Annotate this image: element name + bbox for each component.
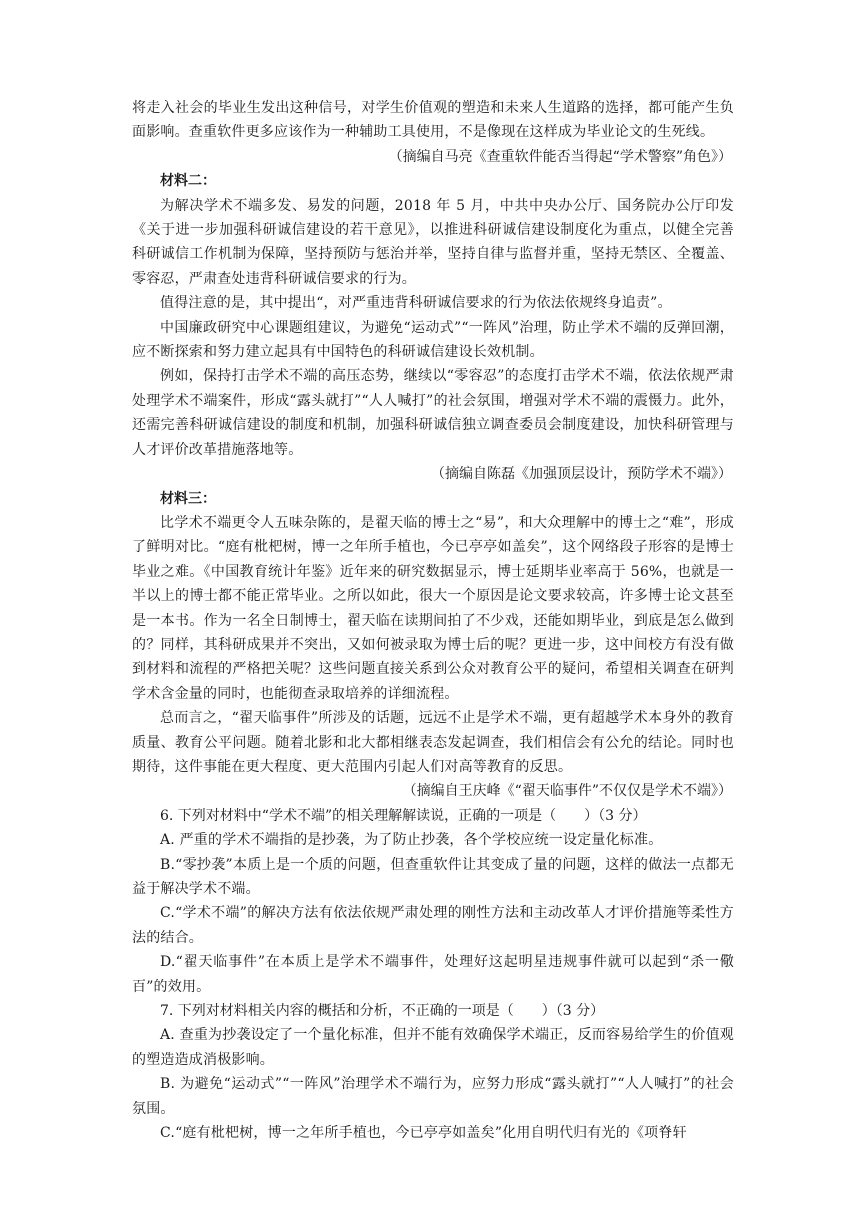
question-6-option-c: C.“学术不端”的解决方法有依法依规严肃处理的刚性方法和主动改革人才评价措施等柔性方法的结合。 [132, 905, 734, 946]
question-7-stem: 7. 下列对材料相关内容的概括和分析，不正确的一项是（ ）（3 分） [160, 1003, 605, 1020]
material-three-heading: 材料三： [160, 490, 216, 507]
material-two-heading: 材料二： [160, 173, 216, 190]
question-7-option-c: C.“庭有枇杷树，博一之年所手植也，今已亭亭如盖矣”化用自明代归有光的《项脊轩 [160, 1125, 687, 1142]
material-two-paragraph: 中国廉政研究中心课题组建议，为避免“运动式”“一阵风”治理，防止学术不端的反弹回潮，应不断探索和努力建立起具有中国特色的科研诚信建设长效机制。 [132, 319, 734, 361]
material-one-tail: 将走入社会的毕业生发出这种信号，对学生价值观的塑造和未来人生道路的选择，都可能产生负面影响。查重软件更多应该作为一种辅助工具使用，不是像现在这样成为毕业论文的生死线。 [132, 100, 734, 141]
question-6-option-b: B.“零抄袭”本质上是一个质的问题，但查重软件让其变成了量的问题，这样的做法一点都无益于解决学术不端。 [132, 856, 734, 897]
question-7-option-b: B. 为避免“运动式”“一阵风”治理学术不端行为，应努力形成“露头就打”“人人喊打”的社会氛围。 [132, 1076, 734, 1117]
material-three-paragraph: 比学术不端更令人五味杂陈的，是翟天临的博士之“易”，和大众理解中的博士之“难”，形成了鲜明对比。“庭有枇杷树，博一之年所手植也，今已亭亭如盖矣”，这个网络段子形容的是博士毕业之难。《中国教育统计年鉴》近年来的研究数据显示，博士延期毕业率高于 56%，也就是一半以上的博士都不能正常毕业。之所以如此，很大一个原因是论文要求较高，许多博士论文甚至是一本书。作为一名全日制博士，翟天临在读期间拍了不少戏，还能如期毕业，到底是怎么做到的？同样，其科研成果并不突出，又如何被录取为博士后的呢？更进一步，这中间校方有没有做到材料和流程的严格把关呢？这些问题直接关系到公众对教育公平的疑问，希望相关调查在研判学术含金量的同时，也能彻查录取培养的详细流程。 [132, 514, 734, 702]
material-two-source: （摘编自陈磊《加强顶层设计，预防学术不端》） [431, 466, 732, 483]
material-three-source: （摘编自王庆峰《“翟天临事件”不仅仅是学术不端》） [402, 783, 732, 800]
question-6-option-d: D.“翟天临事件”在本质上是学术不端事件，处理好这起明星违规事件就可以起到“杀一儆百”的效用。 [132, 954, 734, 995]
material-two-paragraph: 值得注意的是，其中提出“，对严重违背科研诚信要求的行为依法依规终身追责”。 [160, 295, 672, 312]
material-one-source: （摘编自马亮《查重软件能否当得起“学术警察”角色》） [388, 148, 732, 165]
question-6-option-a: A. 严重的学术不端指的是抄袭，为了防止抄袭，各个学校应统一设定量化标准。 [160, 832, 663, 849]
question-7-option-a: A. 查重为抄袭设定了一个量化标准，但并不能有效确保学术端正，反而容易给学生的价值观的塑造造成消极影响。 [132, 1027, 734, 1068]
material-three-paragraph: 总而言之，“翟天临事件”所涉及的话题，远远不止是学术不端，更有超越学术本身外的教育质量、教育公平问题。随着北影和北大都相继表态发起调查，我们相信会有公允的结论。同时也期待，这件事能在更大程度、更大范围内引起人们对高等教育的反思。 [132, 710, 734, 775]
question-6-stem: 6. 下列对材料中“学术不端”的相关理解解读说，正确的一项是（ ）（3 分） [160, 807, 647, 824]
material-two-paragraph: 为解决学术不端多发、易发的问题，2018 年 5 月，中共中央办公厅、国务院办公厅印发《关于进一步加强科研诚信建设的若干意见》，以推进科研诚信建设制度化为重点，以健全完善科研诚信工作机制为保障，坚持预防与惩治并举，坚持自律与监督并重，坚持无禁区、全覆盖、零容忍，严肃查处违背科研诚信要求的行为。 [132, 197, 734, 287]
material-two-paragraph: 例如，保持打击学术不端的高压态势，继续以“零容忍”的态度打击学术不端，依法依规严肃处理学术不端案件，形成“露头就打”“人人喊打”的社会氛围，增强对学术不端的震慑力。此外，还需完善科研诚信建设的制度和机制，加强科研诚信独立调查委员会制度建设，加快科研管理与人才评价改革措施落地等。 [132, 368, 734, 458]
